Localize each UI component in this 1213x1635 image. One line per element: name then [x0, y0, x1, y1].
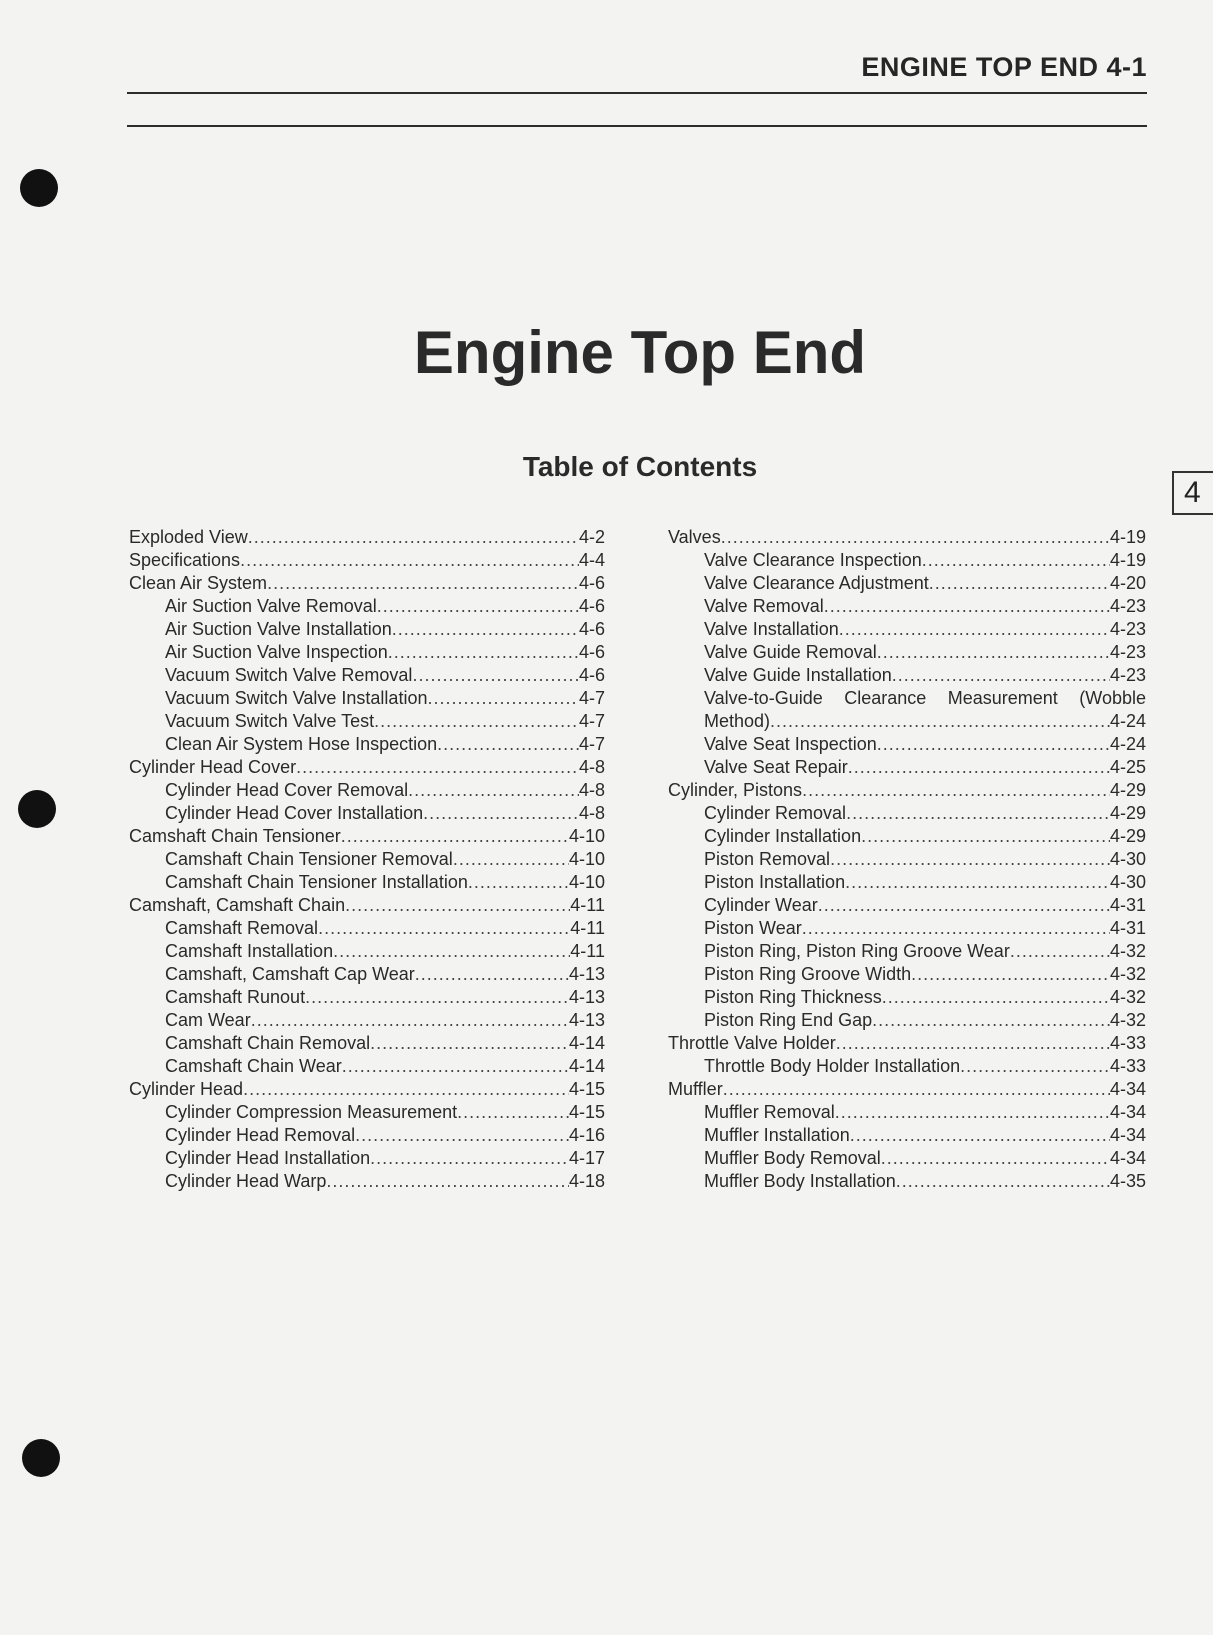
toc-entry — [668, 1032, 1146, 1055]
leader-dots — [872, 1009, 1110, 1032]
leader-dots — [305, 986, 569, 1009]
toc-entry — [129, 1055, 605, 1078]
toc-entry — [668, 756, 1146, 779]
leader-dots — [437, 733, 579, 756]
leader-dots — [881, 1147, 1110, 1170]
toc-entry — [668, 963, 1146, 986]
toc-entry-title: Vacuum Switch Valve Installation — [165, 688, 428, 708]
toc-entry-page: 4-19 — [1109, 550, 1146, 570]
leader-dots — [377, 595, 579, 618]
toc-entry — [129, 871, 605, 894]
leader-dots — [802, 917, 1110, 940]
toc-entry-page: 4-6 — [578, 642, 605, 662]
toc-entry-title: Valve Removal — [704, 596, 824, 616]
toc-entry-page: 4-31 — [1109, 895, 1146, 915]
toc-entry — [668, 894, 1146, 917]
toc-entry-title: Cylinder Compression Measurement — [165, 1102, 458, 1122]
toc-entry-title: Method) — [704, 711, 771, 731]
toc-entry-title: Air Suction Valve Installation — [165, 619, 392, 639]
toc-entry-title: Piston Wear — [704, 918, 802, 938]
toc-entry-page: 4-7 — [578, 734, 605, 754]
toc-entry — [129, 848, 605, 871]
leader-dots — [251, 1009, 569, 1032]
toc-entry — [668, 733, 1146, 756]
toc-entry-title: Valve Guide Removal — [704, 642, 877, 662]
leader-dots — [882, 986, 1110, 1009]
toc-entry — [668, 641, 1146, 664]
toc-entry-title: Cylinder Head Cover — [129, 757, 297, 777]
toc-entry-title: Specifications — [129, 550, 241, 570]
toc-entry-page: 4-32 — [1109, 941, 1146, 961]
leader-dots — [370, 1032, 569, 1055]
toc-entry — [129, 549, 605, 572]
leader-dots — [929, 572, 1110, 595]
toc-entry-page: 4-25 — [1109, 757, 1146, 777]
toc-entry-title: Piston Ring Thickness — [704, 987, 882, 1007]
toc-entry — [129, 756, 605, 779]
leader-dots — [248, 526, 579, 549]
toc-entry-title: Valve-to-Guide Clearance Measurement (Wobble — [704, 688, 1146, 708]
toc-entry-page: 4-23 — [1109, 596, 1146, 616]
toc-entry — [668, 802, 1146, 825]
leader-dots — [345, 894, 570, 917]
toc-entry — [668, 1124, 1146, 1147]
leader-dots — [836, 1032, 1110, 1055]
toc-entry — [129, 572, 605, 595]
leader-dots — [839, 618, 1110, 641]
toc-entry-title: Exploded View — [129, 527, 248, 547]
toc-entry — [129, 1147, 605, 1170]
binder-hole — [18, 790, 56, 828]
toc-entry-title: Valve Clearance Inspection — [704, 550, 922, 570]
leader-dots — [355, 1124, 569, 1147]
toc-entry — [668, 572, 1146, 595]
toc-entry-title: Muffler Body Installation — [704, 1171, 896, 1191]
toc-entry-page: 4-32 — [1109, 964, 1146, 984]
leader-dots — [296, 756, 579, 779]
leader-dots — [374, 710, 579, 733]
toc-entry — [668, 1055, 1146, 1078]
toc-entry-title: Cylinder Wear — [704, 895, 818, 915]
toc-entry-page: 4-14 — [568, 1056, 605, 1076]
toc-entry-page: 4-35 — [1109, 1171, 1146, 1191]
toc-entry — [668, 710, 1146, 733]
toc-entry-title: Camshaft Removal — [165, 918, 319, 938]
toc-entry-title: Cylinder, Pistons — [668, 780, 803, 800]
toc-entry-page: 4-2 — [578, 527, 605, 547]
leader-dots — [240, 549, 579, 572]
leader-dots — [427, 687, 579, 710]
leader-dots — [267, 572, 579, 595]
toc-entry-title: Cam Wear — [165, 1010, 251, 1030]
toc-entry — [129, 779, 605, 802]
toc-entry-page: 4-23 — [1109, 642, 1146, 662]
leader-dots — [922, 549, 1110, 572]
toc-entry — [129, 526, 605, 549]
toc-entry-title: Air Suction Valve Inspection — [165, 642, 388, 662]
leader-dots — [318, 917, 570, 940]
toc-entry-title: Valves — [668, 527, 721, 547]
leader-dots — [845, 871, 1110, 894]
leader-dots — [415, 963, 569, 986]
leader-dots — [341, 825, 569, 848]
toc-entry-page: 4-17 — [568, 1148, 605, 1168]
toc-entry-title: Camshaft Chain Tensioner — [129, 826, 341, 846]
toc-entry — [668, 917, 1146, 940]
leader-dots — [342, 1055, 569, 1078]
toc-entry-page: 4-24 — [1109, 734, 1146, 754]
leader-dots — [835, 1101, 1110, 1124]
toc-entry-title: Throttle Valve Holder — [668, 1033, 836, 1053]
toc-entry-page: 4-8 — [578, 803, 605, 823]
toc-entry-page: 4-30 — [1109, 849, 1146, 869]
toc-entry-page: 4-4 — [578, 550, 605, 570]
toc-entry — [668, 549, 1146, 572]
leader-dots — [861, 825, 1110, 848]
toc-entry-page: 4-6 — [578, 665, 605, 685]
toc-entry-page: 4-7 — [578, 688, 605, 708]
toc-entry-page: 4-8 — [578, 780, 605, 800]
leader-dots — [1010, 940, 1110, 963]
toc-entry-page: 4-11 — [570, 895, 605, 915]
leader-dots — [818, 894, 1110, 917]
toc-entry-title: Vacuum Switch Valve Removal — [165, 665, 413, 685]
toc-entry — [668, 1170, 1146, 1193]
leader-dots — [333, 940, 570, 963]
toc-entry-title: Clean Air System — [129, 573, 268, 593]
toc-entry-title: Muffler Installation — [704, 1125, 850, 1145]
toc-entry — [129, 940, 605, 963]
toc-entry-page: 4-32 — [1109, 987, 1146, 1007]
toc-entry-title: Muffler — [668, 1079, 723, 1099]
leader-dots — [370, 1147, 569, 1170]
toc-entry-page: 4-15 — [568, 1079, 605, 1099]
toc-entry-page: 4-20 — [1109, 573, 1146, 593]
toc-entry-page: 4-13 — [568, 1010, 605, 1030]
toc-entry-page: 4-6 — [578, 573, 605, 593]
toc-entry-title: Muffler Removal — [704, 1102, 835, 1122]
toc-entry-page: 4-14 — [568, 1033, 605, 1053]
toc-entry-title: Piston Ring, Piston Ring Groove Wear — [704, 941, 1010, 961]
toc-entry-title: Valve Clearance Adjustment — [704, 573, 929, 593]
toc-entry — [129, 1078, 605, 1101]
toc-entry — [668, 1078, 1146, 1101]
toc-entry-page: 4-34 — [1109, 1125, 1146, 1145]
toc-entry-page: 4-29 — [1109, 780, 1146, 800]
leader-dots — [911, 963, 1110, 986]
leader-dots — [770, 710, 1110, 733]
toc-entry — [668, 871, 1146, 894]
toc-entry — [668, 526, 1146, 549]
toc-entry — [129, 733, 605, 756]
toc-entry-title: Valve Seat Inspection — [704, 734, 877, 754]
toc-entry-title: Piston Removal — [704, 849, 831, 869]
leader-dots — [423, 802, 579, 825]
toc-entry-title: Cylinder Head Cover Removal — [165, 780, 409, 800]
leader-dots — [824, 595, 1110, 618]
toc-entry-page: 4-15 — [568, 1102, 605, 1122]
toc-entry-page: 4-10 — [568, 849, 605, 869]
leader-dots — [243, 1078, 569, 1101]
running-header: ENGINE TOP END 4-1 — [861, 52, 1147, 82]
page-title: Engine Top End — [413, 319, 867, 386]
toc-entry — [668, 848, 1146, 871]
leader-dots — [388, 641, 579, 664]
toc-entry-title: Camshaft Runout — [165, 987, 306, 1007]
toc-entry — [129, 687, 605, 710]
toc-entry-page: 4-33 — [1109, 1033, 1146, 1053]
toc-column-left — [129, 526, 605, 1193]
toc-entry — [668, 1009, 1146, 1032]
toc-entry-title: Piston Ring Groove Width — [704, 964, 912, 984]
toc-entry — [668, 1147, 1146, 1170]
leader-dots — [392, 618, 579, 641]
toc-entry — [129, 1032, 605, 1055]
toc-entry — [129, 825, 605, 848]
toc-entry — [129, 664, 605, 687]
toc-entry — [668, 779, 1146, 802]
toc-entry-page: 4-19 — [1109, 527, 1146, 547]
leader-dots — [892, 664, 1110, 687]
toc-entry — [129, 917, 605, 940]
leader-dots — [408, 779, 579, 802]
toc-entry-title: Cylinder Removal — [704, 803, 847, 823]
toc-entry-title: Cylinder Head Removal — [165, 1125, 356, 1145]
toc-entry-title: Camshaft Chain Removal — [165, 1033, 371, 1053]
toc-entry-title: Cylinder Head — [129, 1079, 244, 1099]
toc-entry — [668, 940, 1146, 963]
toc-entry-page: 4-30 — [1109, 872, 1146, 892]
toc-entry — [129, 986, 605, 1009]
toc-entry-page: 4-31 — [1109, 918, 1146, 938]
toc-column-right — [668, 526, 1146, 1193]
leader-dots — [723, 1078, 1110, 1101]
toc-entry-page: 4-11 — [570, 918, 605, 938]
toc-entry-page: 4-34 — [1109, 1079, 1146, 1099]
toc-entry — [129, 802, 605, 825]
toc-entry-title: Muffler Body Removal — [704, 1148, 881, 1168]
toc-entry-title: Valve Seat Repair — [704, 757, 848, 777]
header-rule-top — [127, 92, 1147, 94]
toc-entry-page: 4-29 — [1109, 826, 1146, 846]
toc-entry-title: Valve Installation — [704, 619, 839, 639]
binder-hole — [22, 1439, 60, 1477]
section-tab: 4 — [1172, 471, 1213, 515]
toc-entry-title: Cylinder Head Warp — [165, 1171, 327, 1191]
toc-entry — [668, 1101, 1146, 1124]
toc-entry — [668, 825, 1146, 848]
toc-entry-title: Air Suction Valve Removal — [165, 596, 377, 616]
toc-entry — [129, 963, 605, 986]
leader-dots — [896, 1170, 1110, 1193]
header-rule-bottom — [127, 125, 1147, 127]
toc-entry-page: 4-34 — [1109, 1102, 1146, 1122]
toc-entry-page: 4-10 — [568, 872, 605, 892]
toc-entry — [129, 710, 605, 733]
toc-entry — [129, 1170, 605, 1193]
toc-entry-title: Cylinder Installation — [704, 826, 862, 846]
toc-entry-title: Camshaft, Camshaft Chain — [129, 895, 346, 915]
toc-entry-page: 4-8 — [578, 757, 605, 777]
toc-entry-page: 4-34 — [1109, 1148, 1146, 1168]
leader-dots — [877, 641, 1110, 664]
toc-entry — [668, 986, 1146, 1009]
leader-dots — [877, 733, 1110, 756]
toc-entry — [668, 618, 1146, 641]
toc-entry — [668, 664, 1146, 687]
toc-entry — [668, 687, 1146, 710]
binder-hole — [20, 169, 58, 207]
leader-dots — [457, 1101, 569, 1124]
toc-entry-title: Piston Ring End Gap — [704, 1010, 873, 1030]
toc-entry-title: Clean Air System Hose Inspection — [165, 734, 438, 754]
toc-entry-page: 4-23 — [1109, 665, 1146, 685]
leader-dots — [846, 802, 1110, 825]
toc-entry — [129, 1101, 605, 1124]
leader-dots — [848, 756, 1110, 779]
leader-dots — [453, 848, 569, 871]
leader-dots — [850, 1124, 1110, 1147]
toc-entry-title: Camshaft Installation — [165, 941, 334, 961]
toc-entry-title: Cylinder Head Cover Installation — [165, 803, 424, 823]
toc-entry-title: Camshaft Chain Tensioner Installation — [165, 872, 468, 892]
toc-entry — [129, 641, 605, 664]
leader-dots — [960, 1055, 1110, 1078]
toc-entry-page: 4-7 — [578, 711, 605, 731]
toc-entry — [129, 618, 605, 641]
toc-entry-title: Cylinder Head Installation — [165, 1148, 371, 1168]
toc-entry — [129, 894, 605, 917]
toc-entry-page: 4-33 — [1109, 1056, 1146, 1076]
toc-entry-title: Camshaft Chain Wear — [165, 1056, 342, 1076]
toc-entry-page: 4-13 — [568, 964, 605, 984]
leader-dots — [802, 779, 1110, 802]
toc-entry-title: Vacuum Switch Valve Test — [165, 711, 375, 731]
toc-entry-page: 4-29 — [1109, 803, 1146, 823]
toc-entry-page: 4-24 — [1109, 711, 1146, 731]
toc-entry-title: Throttle Body Holder Installation — [704, 1056, 961, 1076]
toc-entry — [129, 1124, 605, 1147]
toc-heading: Table of Contents — [522, 451, 758, 482]
toc-entry-page: 4-32 — [1109, 1010, 1146, 1030]
leader-dots — [830, 848, 1110, 871]
toc-entry-page: 4-11 — [570, 941, 605, 961]
leader-dots — [721, 526, 1110, 549]
leader-dots — [412, 664, 579, 687]
toc-entry-page: 4-6 — [578, 596, 605, 616]
toc-entry-title: Valve Guide Installation — [704, 665, 892, 685]
toc-entry-page: 4-23 — [1109, 619, 1146, 639]
toc-entry — [129, 595, 605, 618]
toc-entry-title: Camshaft Chain Tensioner Removal — [165, 849, 453, 869]
toc-entry-page: 4-16 — [568, 1125, 605, 1145]
toc-entry-page: 4-13 — [568, 987, 605, 1007]
toc-entry — [129, 1009, 605, 1032]
toc-entry-title: Camshaft, Camshaft Cap Wear — [165, 964, 415, 984]
toc-entry-page: 4-6 — [578, 619, 605, 639]
toc-entry-page: 4-10 — [568, 826, 605, 846]
leader-dots — [468, 871, 569, 894]
toc-entry-page: 4-18 — [568, 1171, 605, 1191]
leader-dots — [326, 1170, 569, 1193]
toc-entry — [668, 595, 1146, 618]
toc-entry-title: Piston Installation — [704, 872, 846, 892]
